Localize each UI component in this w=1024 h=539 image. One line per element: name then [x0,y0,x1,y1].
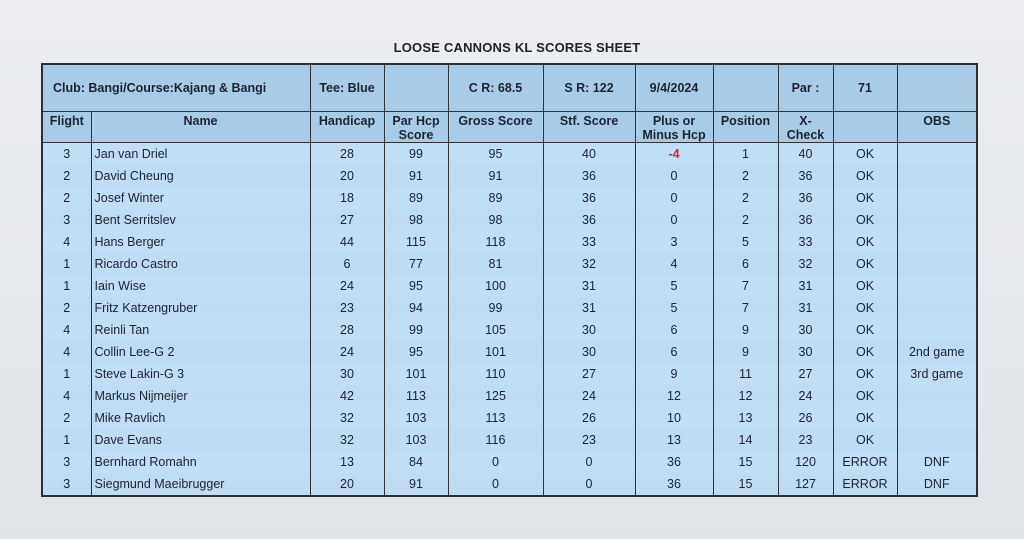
cell-gross: 105 [448,319,543,341]
cell-par-hcp: 115 [384,231,448,253]
cell-flight: 3 [42,451,91,473]
cell-obs [897,275,977,297]
table-row [42,275,977,297]
table-row [42,429,977,451]
cell-stf: 23 [543,429,635,451]
table-row [42,407,977,429]
cell-par-hcp: 99 [384,319,448,341]
cell-plus-minus: 6 [635,319,713,341]
cell-par-hcp: 95 [384,275,448,297]
cell-xcheck: 36 [778,187,833,209]
table-row [42,231,977,253]
cell-name: Steve Lakin-G 3 [91,363,310,385]
cell-stf: 33 [543,231,635,253]
cell-stf: 27 [543,363,635,385]
cell-plus-minus: 0 [635,209,713,231]
cell-name: Jan van Driel [91,143,310,166]
cell-flight: 2 [42,297,91,319]
cell-handicap: 23 [310,297,384,319]
cell-flight: 1 [42,253,91,275]
cell-obs: 2nd game [897,341,977,363]
cell-gross: 0 [448,473,543,496]
cell-stf: 31 [543,275,635,297]
cell-position: 7 [713,275,778,297]
cell-position: 2 [713,165,778,187]
cell-stf: 31 [543,297,635,319]
cell-handicap: 30 [310,363,384,385]
cell-par-hcp: 99 [384,143,448,166]
cell-handicap: 28 [310,143,384,166]
cell-name: Iain Wise [91,275,310,297]
par-label: Par : [778,64,833,112]
cell-name: Ricardo Castro [91,253,310,275]
header-stf: Stf. Score [543,112,635,143]
table-row [42,253,977,275]
cell-xcheck: 120 [778,451,833,473]
cell-position: 5 [713,231,778,253]
cell-par-hcp: 91 [384,165,448,187]
cell-stf: 40 [543,143,635,166]
cell-handicap: 44 [310,231,384,253]
cell-xcheck: 23 [778,429,833,451]
cell-status: OK [833,297,897,319]
header-gross: Gross Score [448,112,543,143]
cell-flight: 1 [42,429,91,451]
cell-plus-minus: 10 [635,407,713,429]
cell-position: 2 [713,187,778,209]
cell-plus-minus: 36 [635,473,713,496]
header-name: Name [91,112,310,143]
cell-position: 9 [713,319,778,341]
cell-handicap: 18 [310,187,384,209]
cell-par-hcp: 101 [384,363,448,385]
header-status [833,112,897,143]
cell-gross: 100 [448,275,543,297]
cell-par-hcp: 103 [384,407,448,429]
table-row [42,165,977,187]
cell-gross: 110 [448,363,543,385]
cell-status: OK [833,341,897,363]
cell-handicap: 32 [310,429,384,451]
cell-gross: 101 [448,341,543,363]
cell-flight: 4 [42,385,91,407]
header-handicap: Handicap [310,112,384,143]
cell-par-hcp: 95 [384,341,448,363]
cell-name: Collin Lee-G 2 [91,341,310,363]
cell-name: Markus Nijmeijer [91,385,310,407]
header-xcheck-line2: Check [786,128,825,142]
cell-xcheck: 24 [778,385,833,407]
cell-position: 11 [713,363,778,385]
cell-name: Reinli Tan [91,319,310,341]
info-blank [384,64,448,112]
cell-flight: 2 [42,407,91,429]
cell-xcheck: 30 [778,341,833,363]
cell-gross: 113 [448,407,543,429]
cell-par-hcp: 103 [384,429,448,451]
scores-table [41,63,978,497]
header-par-hcp-line1: Par Hcp [392,114,440,128]
header-flight: Flight [42,112,91,143]
cell-xcheck: 31 [778,275,833,297]
cell-xcheck: 30 [778,319,833,341]
cell-obs: DNF [897,473,977,496]
cell-position: 7 [713,297,778,319]
cell-obs [897,407,977,429]
cell-par-hcp: 77 [384,253,448,275]
table-row [42,363,977,385]
header-par-hcp [384,112,448,143]
cell-position: 6 [713,253,778,275]
header-row [42,112,977,143]
cell-flight: 4 [42,231,91,253]
cell-stf: 0 [543,473,635,496]
cell-par-hcp: 89 [384,187,448,209]
cell-obs: DNF [897,451,977,473]
cell-par-hcp: 94 [384,297,448,319]
cell-handicap: 42 [310,385,384,407]
cell-position: 9 [713,341,778,363]
cell-plus-minus: 3 [635,231,713,253]
header-position: Position [713,112,778,143]
cell-position: 15 [713,451,778,473]
cell-xcheck: 31 [778,297,833,319]
cell-position: 1 [713,143,778,166]
cell-name: Bernhard Romahn [91,451,310,473]
cell-obs [897,187,977,209]
cell-plus-minus: 6 [635,341,713,363]
cell-flight: 2 [42,187,91,209]
cell-xcheck: 33 [778,231,833,253]
cell-status: OK [833,275,897,297]
cell-gross: 125 [448,385,543,407]
cell-name: David Cheung [91,165,310,187]
cell-stf: 24 [543,385,635,407]
table-row [42,297,977,319]
cell-flight: 2 [42,165,91,187]
cell-gross: 118 [448,231,543,253]
cell-par-hcp: 84 [384,451,448,473]
cell-plus-minus: 0 [635,165,713,187]
cell-xcheck: 27 [778,363,833,385]
cell-plus-minus: 0 [635,187,713,209]
cell-status: OK [833,209,897,231]
cell-gross: 0 [448,451,543,473]
cell-obs [897,231,977,253]
header-plus-minus [635,112,713,143]
cell-flight: 1 [42,363,91,385]
cell-flight: 4 [42,341,91,363]
cell-status: OK [833,319,897,341]
cell-gross: 81 [448,253,543,275]
cell-plus-minus: 5 [635,275,713,297]
cell-xcheck: 36 [778,165,833,187]
cell-handicap: 24 [310,275,384,297]
table-row [42,451,977,473]
cell-gross: 95 [448,143,543,166]
cell-gross: 99 [448,297,543,319]
cell-gross: 89 [448,187,543,209]
cell-position: 15 [713,473,778,496]
cell-stf: 30 [543,341,635,363]
header-plus-line2: Minus Hcp [642,128,706,142]
cell-obs [897,385,977,407]
cell-position: 14 [713,429,778,451]
header-xcheck [778,112,833,143]
cell-position: 2 [713,209,778,231]
cell-gross: 91 [448,165,543,187]
cell-obs [897,209,977,231]
cell-name: Dave Evans [91,429,310,451]
cell-status: OK [833,187,897,209]
cell-position: 13 [713,407,778,429]
cell-flight: 4 [42,319,91,341]
club-course: Club: Bangi/Course:Kajang & Bangi [42,64,310,112]
cell-name: Hans Berger [91,231,310,253]
info-row [42,64,977,112]
score-rows [42,143,977,497]
info-blank [713,64,778,112]
cell-xcheck: 32 [778,253,833,275]
table-row [42,473,977,496]
table-row [42,319,977,341]
cell-obs [897,319,977,341]
cell-stf: 30 [543,319,635,341]
cell-flight: 1 [42,275,91,297]
cell-obs [897,297,977,319]
cell-obs: 3rd game [897,363,977,385]
cell-plus-minus: 12 [635,385,713,407]
header-obs: OBS [897,112,977,143]
cell-flight: 3 [42,473,91,496]
header-xcheck-line1: X- [799,114,812,128]
cell-obs [897,165,977,187]
cell-stf: 26 [543,407,635,429]
tee: Tee: Blue [310,64,384,112]
cell-stf: 36 [543,209,635,231]
cell-xcheck: 36 [778,209,833,231]
cell-xcheck: 26 [778,407,833,429]
cell-plus-minus: -4 [635,143,713,166]
cell-status: OK [833,143,897,166]
cell-name: Josef Winter [91,187,310,209]
table-row [42,209,977,231]
cell-status: OK [833,385,897,407]
table-row [42,385,977,407]
cell-stf: 36 [543,187,635,209]
table-row [42,143,977,166]
cell-status: OK [833,407,897,429]
cell-status: OK [833,231,897,253]
cell-stf: 36 [543,165,635,187]
cell-name: Bent Serritslev [91,209,310,231]
cell-xcheck: 40 [778,143,833,166]
table-row [42,187,977,209]
header-par-hcp-line2: Score [398,128,434,142]
cell-handicap: 13 [310,451,384,473]
cell-obs [897,253,977,275]
cell-stf: 32 [543,253,635,275]
cell-obs [897,429,977,451]
cell-plus-minus: 36 [635,451,713,473]
cell-flight: 3 [42,209,91,231]
sheet-title: LOOSE CANNONS KL SCORES SHEET [393,40,641,55]
cell-plus-minus: 9 [635,363,713,385]
cell-handicap: 24 [310,341,384,363]
cell-par-hcp: 98 [384,209,448,231]
cell-par-hcp: 91 [384,473,448,496]
cell-plus-minus: 5 [635,297,713,319]
cell-gross: 116 [448,429,543,451]
cell-name: Fritz Katzengruber [91,297,310,319]
cell-gross: 98 [448,209,543,231]
cell-handicap: 32 [310,407,384,429]
cell-position: 12 [713,385,778,407]
cell-xcheck: 127 [778,473,833,496]
cell-handicap: 27 [310,209,384,231]
info-blank [897,64,977,112]
cell-status: OK [833,253,897,275]
cell-par-hcp: 113 [384,385,448,407]
cell-flight: 3 [42,143,91,166]
cell-handicap: 20 [310,473,384,496]
cell-status: OK [833,429,897,451]
cell-status: OK [833,165,897,187]
table-row [42,341,977,363]
cell-obs [897,143,977,166]
par-value: 71 [833,64,897,112]
cell-name: Mike Ravlich [91,407,310,429]
cell-name: Siegmund Maeibrugger [91,473,310,496]
cell-status: ERROR [833,473,897,496]
course-rating: C R: 68.5 [448,64,543,112]
cell-status: ERROR [833,451,897,473]
cell-handicap: 28 [310,319,384,341]
cell-stf: 0 [543,451,635,473]
cell-handicap: 20 [310,165,384,187]
cell-status: OK [833,363,897,385]
cell-handicap: 6 [310,253,384,275]
cell-plus-minus: 4 [635,253,713,275]
cell-plus-minus: 13 [635,429,713,451]
header-plus-line1: Plus or [652,114,696,128]
slope-rating: S R: 122 [543,64,635,112]
date: 9/4/2024 [635,64,713,112]
